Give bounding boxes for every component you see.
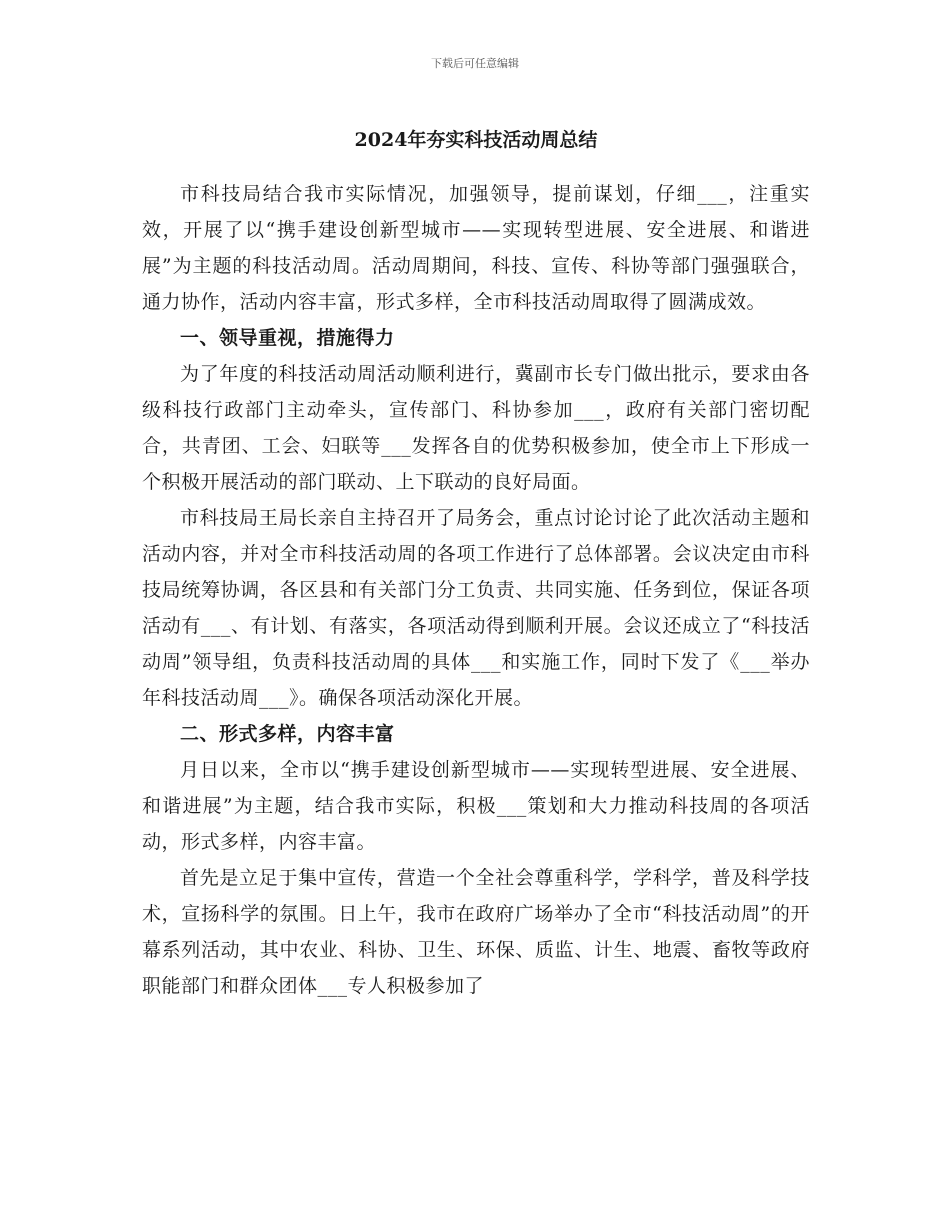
- section-heading-1: 一、领导重视，措施得力: [180, 327, 395, 349]
- section-2-paragraph-2: 首先是立足于集中宣传，营造一个全社会尊重科学，学科学，普及科学技术，宣扬科学的氛围。日上午，我市在政府广场举办了全市“科技活动周”的开幕系列活动，其中农业、科协、卫生、环保、质监、计生、地震、畜牧等政府职能部门和群众团体___专人积极参加了: [142, 867, 810, 997]
- document-title: 2024年夯实科技活动周总结: [354, 129, 598, 151]
- section-heading-2: 二、形式多样，内容丰富: [180, 723, 395, 745]
- section-2-paragraph-1: 月日以来，全市以“携手建设创新型城市——实现转型进展、安全进展、和谐进展”为主题，结合我市实际，积极___策划和大力推动科技周的各项活动，形式多样，内容丰富。: [142, 759, 810, 853]
- section-1-paragraph-1: 为了年度的科技活动周活动顺利进行，冀副市长专门做出批示，要求由各级科技行政部门主动牵头，宣传部门、科协参加___，政府有关部门密切配合，共青团、工会、妇联等___发挥各自的优势积极参加，使全市上下形成一个积极开展活动的部门联动、上下联动的良好局面。: [142, 363, 810, 493]
- page-header-note: 下载后可任意编辑: [431, 57, 519, 70]
- intro-paragraph: 市科技局结合我市实际情况，加强领导，提前谋划，仔细___，注重实效，开展了以“携手建设创新型城市——实现转型进展、安全进展、和谐进展”为主题的科技活动周。活动周期间，科技、宣传、科协等部门强强联合，通力协作，活动内容丰富，形式多样，全市科技活动周取得了圆满成效。: [142, 183, 810, 313]
- section-1-paragraph-2: 市科技局王局长亲自主持召开了局务会，重点讨论讨论了此次活动主题和活动内容，并对全市科技活动周的各项工作进行了总体部署。会议决定由市科技局统筹协调，各区县和有关部门分工负责、共同实施、任务到位，保证各项活动有___、有计划、有落实，各项活动得到顺利开展。会议还成立了“科技活动周”领导组，负责科技活动周的具体___和实施工作，同时下发了《___举办年科技活动周___》。确保各项活动深化开展。: [142, 507, 810, 709]
- document-body: [142, 120, 810, 1004]
